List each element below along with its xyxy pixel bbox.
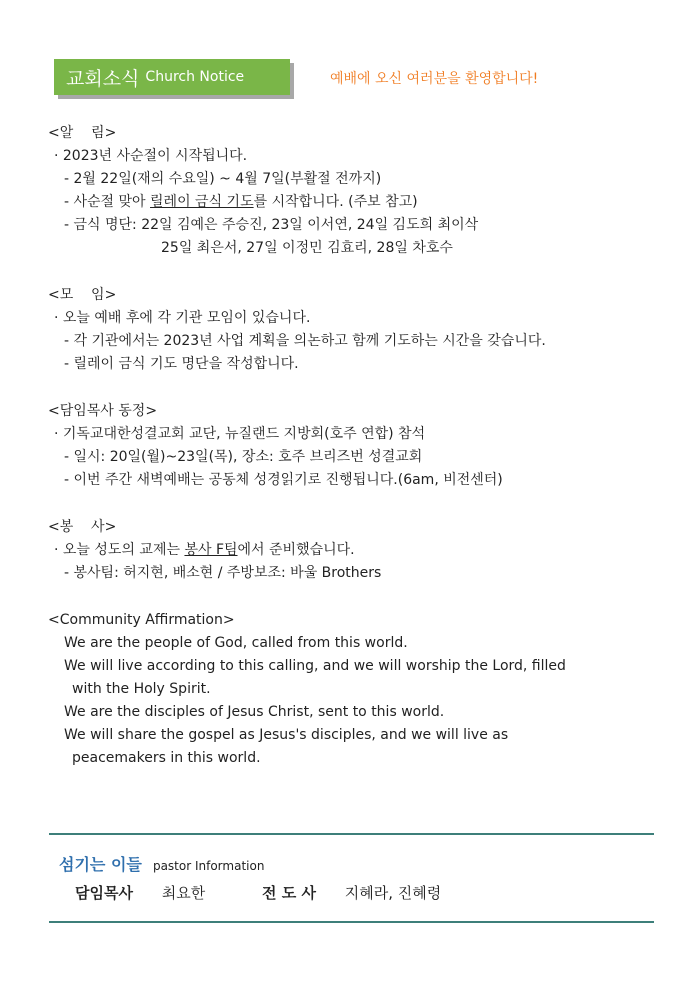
underlined-text: 릴레이 금식 기도: [150, 194, 254, 210]
affirmation-line-continued: with the Holy Spirit.: [72, 681, 211, 697]
staff-role-senior-pastor: 담임목사: [75, 884, 133, 902]
text-fragment: 를 시작합니다. (주보 참고): [253, 194, 418, 210]
pastor-news-item: - 일시: 20일(월)~23일(목), 장소: 호주 브리즈번 성결교회: [64, 449, 423, 465]
notice-content: [48, 122, 668, 794]
title-banner: [54, 59, 290, 95]
announcement-section: [48, 122, 668, 260]
meeting-section: [48, 284, 668, 376]
staff-heading: [59, 852, 264, 875]
affirmation-line: We are the people of God, called from this world.: [64, 635, 408, 651]
notice-header: [54, 59, 290, 95]
announcement-title: <알 림>: [48, 125, 117, 141]
text-fragment: 에서 준비했습니다.: [237, 542, 355, 558]
meeting-item: - 각 기관에서는 2023년 사업 계획을 의논하고 함께 기도하는 시간을 갖습니다.: [64, 333, 546, 349]
announcement-item-continued: 25일 최은서, 27일 이정민 김효리, 28일 차호수: [161, 240, 453, 256]
affirmation-line: We will live according to this calling, and we will worship the Lord, filled: [64, 658, 566, 674]
service-bullet: [48, 539, 668, 562]
underlined-text: 봉사 F팀: [184, 542, 238, 558]
staff-name-evangelist: 지혜라, 진혜령: [344, 884, 442, 902]
staff-heading-english: pastor Information: [152, 859, 265, 873]
affirmation-line: We will share the gospel as Jesus's disciples, and we will live as: [64, 727, 509, 743]
staff-role-evangelist: 전 도 사: [262, 884, 316, 902]
title-english: Church Notice: [145, 69, 245, 85]
service-section: [48, 516, 668, 585]
announcement-item: - 2월 22일(재의 수요일) ~ 4월 7일(부활절 전까지): [64, 171, 382, 187]
footer-divider-top: [49, 833, 654, 835]
text-fragment: · 오늘 성도의 교제는: [54, 542, 185, 558]
announcement-bullet: · 2023년 사순절이 시작됩니다.: [54, 148, 248, 164]
meeting-item: - 릴레이 금식 기도 명단을 작성합니다.: [64, 356, 299, 372]
text-fragment: - 사순절 맞아: [64, 194, 151, 210]
staff-name-senior-pastor: 최요한: [161, 884, 206, 902]
announcement-item: [48, 191, 668, 214]
title-korean: 교회소식: [66, 67, 140, 90]
affirmation-line-continued: peacemakers in this world.: [72, 750, 261, 766]
welcome-message: 예배에 오신 여러분을 환영합니다!: [330, 71, 539, 87]
meeting-title: <모 임>: [48, 287, 117, 303]
affirmation-section: [48, 609, 668, 770]
pastor-news-title: <담임목사 동정>: [48, 403, 158, 419]
pastor-news-bullet: · 기독교대한성결교회 교단, 뉴질랜드 지방회(호주 연합) 참석: [54, 426, 426, 442]
meeting-bullet: · 오늘 예배 후에 각 기관 모임이 있습니다.: [54, 310, 311, 326]
service-title: <봉 사>: [48, 519, 117, 535]
pastor-news-section: [48, 400, 668, 492]
pastor-news-item: - 이번 주간 새벽예배는 공동체 성경읽기로 진행됩니다.(6am, 비전센터): [64, 472, 503, 488]
affirmation-line: We are the disciples of Jesus Christ, sent to this world.: [64, 704, 445, 720]
announcement-item: - 금식 명단: 22일 김예은 주승진, 23일 이서연, 24일 김도희 최이삭: [64, 217, 479, 233]
staff-list: [75, 882, 441, 903]
service-item: - 봉사팀: 허지현, 배소현 / 주방보조: 바울 Brothers: [64, 565, 382, 581]
staff-heading-korean: 섬기는 이들: [59, 855, 142, 874]
affirmation-title: <Community Affirmation>: [48, 612, 235, 628]
footer-divider-bottom: [49, 921, 654, 923]
